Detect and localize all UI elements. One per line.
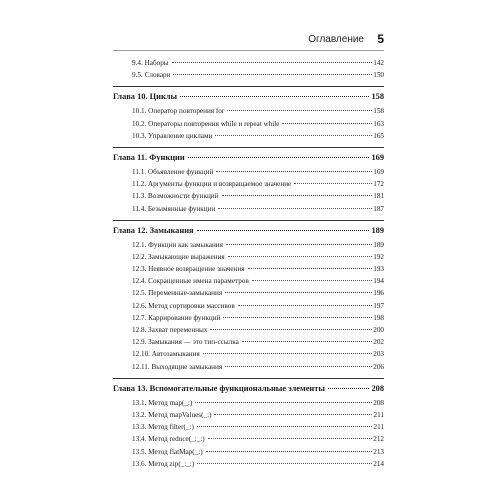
toc-entry[interactable] [113, 361, 384, 373]
toc-entry-title: 12.2. Замыкающие выражения [132, 252, 225, 261]
toc-entry-page: 212 [373, 435, 384, 444]
toc-entry-page: 206 [373, 362, 384, 371]
toc-entry-title: 12.6. Метод сортировки массивов [132, 301, 235, 310]
dot-leader [282, 123, 372, 124]
page-header [113, 32, 384, 51]
chapter-heading[interactable] [113, 86, 384, 103]
chapter-page: 158 [371, 92, 384, 102]
toc-entry-title: 12.5. Переменные-замыкания [132, 289, 223, 298]
toc-entry-title: 12.1. Функции как замыкания [132, 240, 223, 249]
toc-entry-title: 9.4. Наборы [132, 59, 169, 67]
toc-entry-title: 9.5. Словари [132, 71, 171, 80]
toc-entry[interactable] [113, 263, 384, 275]
toc-entry[interactable] [113, 105, 384, 117]
dot-leader [208, 438, 373, 439]
toc-entry-title: 12.9. Замыкания — это тип-ссылка [132, 338, 239, 347]
dot-leader [197, 463, 372, 464]
toc-entry[interactable] [113, 166, 384, 178]
toc-entry[interactable] [113, 287, 384, 299]
toc-entry[interactable] [113, 312, 384, 324]
toc-entry-title: 12.7. Каррирование функций [132, 313, 221, 322]
toc-entry-title: 10.1. Оператор повторения for [132, 107, 225, 116]
toc-entry-title: 12.3. Неявное возвращение значения [132, 265, 245, 274]
toc-entry-page: 142 [373, 59, 384, 67]
toc-entry[interactable] [113, 446, 384, 458]
table-of-contents [113, 57, 384, 470]
toc-entry[interactable] [113, 336, 384, 348]
toc-entry-page: 163 [373, 119, 384, 128]
toc-entry-page: 208 [373, 398, 384, 407]
toc-entry-title: 13.2. Метод mapValues(_:) [132, 410, 212, 419]
toc-entry-title: 13.6. Метод zip(_:_:) [132, 459, 195, 468]
toc-entry-page: 203 [373, 350, 384, 359]
toc-entry[interactable] [113, 397, 384, 409]
chapter-page: 208 [371, 383, 384, 393]
dot-leader [248, 268, 373, 269]
toc-entry-title: 11.1. Объявление функций [132, 167, 214, 176]
dot-leader [214, 414, 372, 415]
toc-entry[interactable] [113, 324, 384, 336]
toc-entry-page: 169 [373, 167, 384, 176]
dot-leader [218, 208, 372, 209]
toc-entry-page: 158 [373, 107, 384, 116]
toc-entry-page: 213 [373, 447, 384, 456]
toc-entry-title: 12.4. Сокращенные имена параметров [132, 277, 249, 286]
dot-leader [238, 305, 372, 306]
toc-entry-page: 189 [373, 240, 384, 249]
toc-entry[interactable] [113, 130, 384, 142]
chapter-title: Глава 11. Функции [113, 152, 185, 162]
toc-entry-page: 192 [373, 252, 384, 261]
dot-leader [215, 135, 372, 136]
toc-entry-title: 13.4. Метод reduce(_:_:) [132, 435, 205, 444]
toc-entry-page: 187 [373, 204, 384, 213]
toc-entry[interactable] [113, 458, 384, 470]
dot-leader [206, 451, 373, 452]
chapter-title: Глава 13. Вспомогательные функциональные элементы [113, 383, 325, 393]
dot-leader [294, 183, 372, 184]
dot-leader [242, 341, 372, 342]
dot-leader [328, 388, 370, 389]
dot-leader [188, 157, 370, 158]
toc-entry-page: 181 [373, 192, 384, 201]
dot-leader [225, 366, 372, 367]
toc-entry-title: 11.2. Аргументы функции и возвращаемое значение [132, 180, 292, 189]
dot-leader [197, 426, 373, 427]
toc-entry-title: 12.11. Выходящие замыкания [132, 362, 223, 371]
toc-entry[interactable] [113, 421, 384, 433]
dot-leader [195, 402, 372, 403]
toc-entry-page: 165 [373, 131, 384, 140]
chapter-title: Глава 10. Циклы [113, 92, 178, 102]
toc-entry-page: 211 [373, 410, 384, 419]
toc-entry[interactable] [113, 69, 384, 81]
chapter-title: Глава 12. Замыкания [113, 225, 194, 235]
dot-leader [172, 62, 373, 63]
toc-entry[interactable] [113, 348, 384, 360]
dot-leader [226, 244, 372, 245]
toc-entry-page: 200 [373, 326, 384, 334]
toc-entry[interactable] [113, 190, 384, 202]
toc-entry[interactable] [113, 178, 384, 190]
chapter-heading[interactable] [113, 147, 384, 164]
toc-entry-title: 11.4. Безымянные функции [132, 204, 216, 213]
toc-entry-title: 11.3. Возможности функций [132, 192, 219, 201]
dot-leader [223, 317, 372, 318]
toc-entry-title: 13.5. Метод flatMap(_:) [132, 447, 203, 456]
toc-entry[interactable] [113, 275, 384, 287]
toc-entry-page: 172 [373, 180, 384, 189]
toc-entry-page: 202 [373, 338, 384, 347]
header-title: Оглавление [308, 34, 364, 45]
toc-entry-page: 196 [373, 289, 384, 298]
toc-entry-page: 194 [373, 277, 384, 286]
toc-entry[interactable] [113, 251, 384, 263]
toc-entry-title: 10.3. Управление циклами [132, 131, 213, 140]
toc-entry-title: 13.1. Метод map(_:) [132, 398, 193, 407]
toc-entry[interactable] [113, 57, 384, 69]
toc-entry-title: 12.10. Автозамыкания [132, 350, 200, 359]
chapter-heading[interactable] [113, 378, 384, 395]
toc-entry[interactable] [113, 118, 384, 130]
dot-leader [203, 353, 372, 354]
chapter-page: 189 [371, 225, 384, 235]
dot-leader [227, 110, 372, 111]
toc-entry[interactable] [113, 300, 384, 312]
dot-leader [216, 171, 372, 172]
toc-entry[interactable] [113, 433, 384, 445]
chapter-heading[interactable] [113, 220, 384, 237]
dot-leader [225, 292, 372, 293]
toc-entry-title: 10.2. Операторы повторения while и repeat while [132, 119, 280, 128]
chapter-page: 169 [371, 152, 384, 162]
toc-entry[interactable] [113, 239, 384, 251]
dot-leader [173, 74, 372, 75]
toc-entry-page: 150 [373, 71, 384, 80]
dot-leader [210, 329, 372, 330]
dot-leader [252, 280, 372, 281]
toc-entry-page: 198 [373, 313, 384, 322]
dot-leader [228, 256, 373, 257]
toc-entry-page: 193 [373, 265, 384, 274]
dot-leader [180, 96, 369, 97]
toc-entry-title: 12.8. Захват переменных [132, 326, 208, 334]
toc-entry-title: 13.3. Метод filter(_:) [132, 423, 194, 432]
toc-entry[interactable] [113, 203, 384, 215]
toc-entry-page: 211 [373, 423, 384, 432]
page-number: 5 [377, 32, 384, 46]
toc-entry-page: 197 [373, 301, 384, 310]
dot-leader [197, 230, 370, 231]
toc-entry-page: 214 [373, 459, 384, 468]
toc-entry[interactable] [113, 409, 384, 421]
dot-leader [222, 195, 373, 196]
